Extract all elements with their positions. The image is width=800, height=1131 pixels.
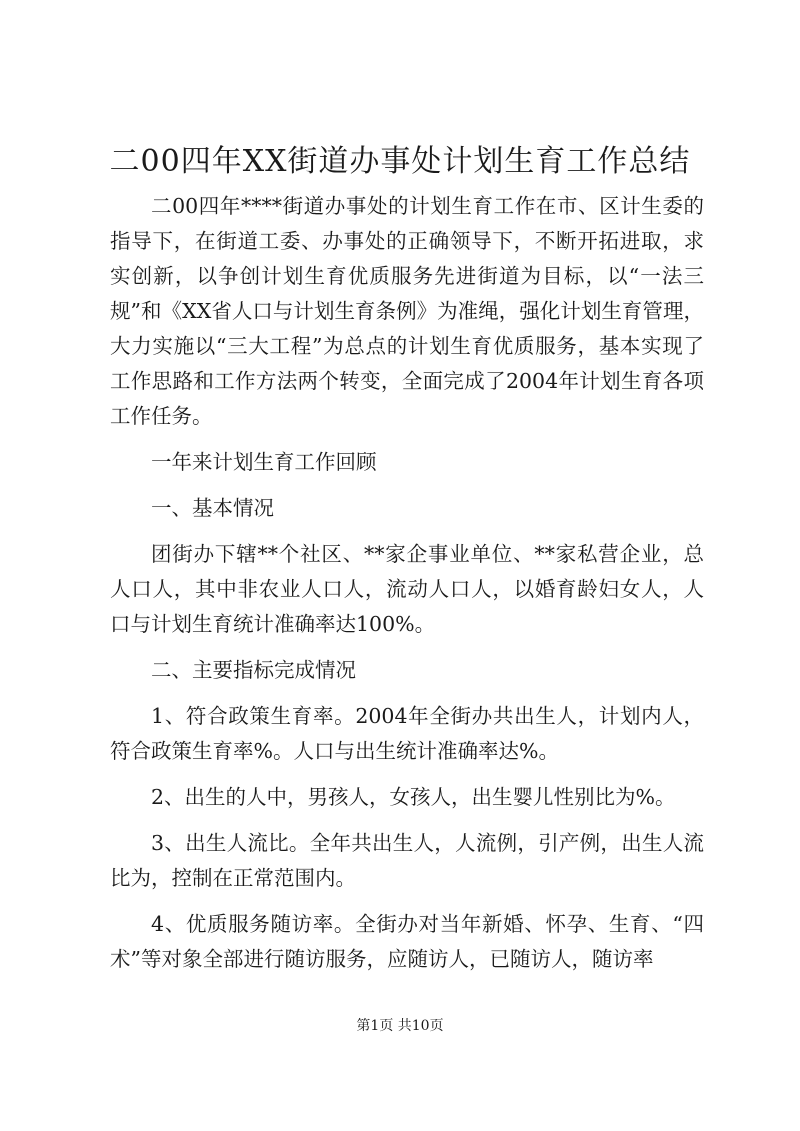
section-heading-indicators: 二、主要指标完成情况 [151,658,356,682]
paragraph-indicator-2: 2、出生的人中，男孩人，女孩人，出生婴儿性别比为%。 [151,785,676,809]
paragraph-indicator-3: 3、出生人流比。全年共出生人，人流例，引产例，出生人流比为，控制在正常范围内。 [110,831,704,890]
page-footer: 第1页 共10页 [356,1018,444,1034]
section-heading-basic: 一、基本情况 [151,496,274,520]
paragraph-indicator-4: 4、优质服务随访率。全街办对当年新婚、怀孕、生育、“四术”等对象全部进行随访服务，应随访人，已随访人，随访率 [110,912,704,971]
paragraph-intro: 二00四年****街道办事处的计划生育工作在市、区计生委的指导下，在街道工委、办事处的正确领导下，不断开拓进取，求实创新，以争创计划生育优质服务先进街道为目标，以“一法三规”和《XX省人口与计划生育条例》为准绳，强化计划生育管理，大力实施以“三大工程”为总点的计划生育优质服务，基本实现了工作思路和工作方法两个转变，全面完成了2004年计划生育各项工作任务。 [110,194,704,428]
paragraph-indicator-1: 1、符合政策生育率。2004年全街办共出生人，计划内人，符合政策生育率%。人口与出生统计准确率达%。 [110,704,704,763]
document-body [110,189,704,988]
document-title: 二00四年XX街道办事处计划生育工作总结 [109,144,691,179]
paragraph-basic-info: 团街办下辖**个社区、**家企事业单位、**家私营企业，总人口人，其中非农业人口人，流动人口人，以婚育龄妇女人，人口与计划生育统计准确率达100%。 [110,542,704,636]
section-heading-review: 一年来计划生育工作回顾 [151,450,377,474]
